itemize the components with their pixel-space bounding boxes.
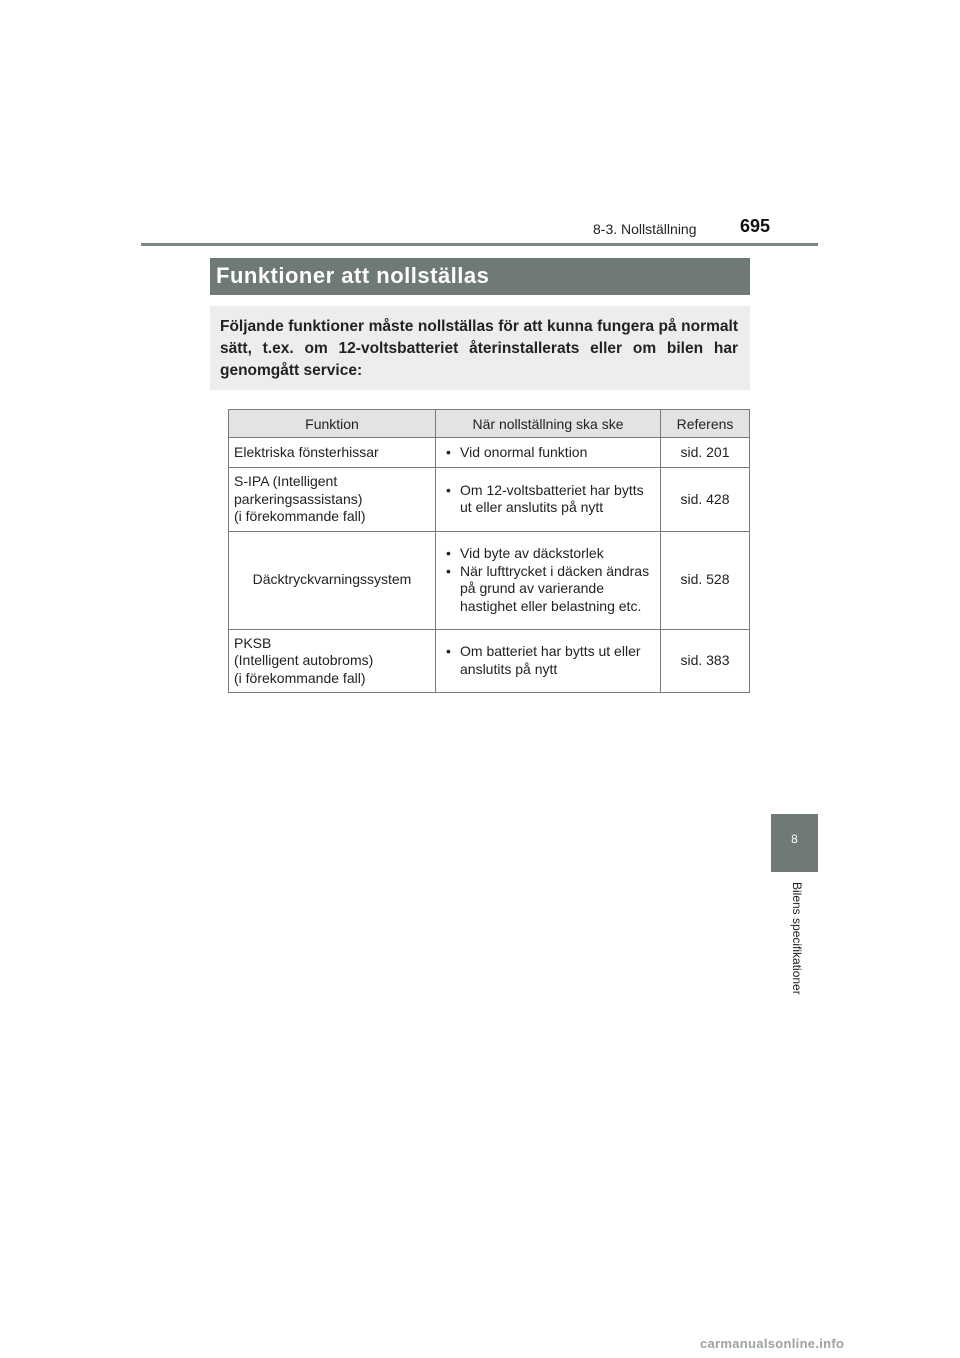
- when-cell: [436, 629, 661, 693]
- condition-item: • Vid onormal funktion: [441, 444, 655, 462]
- function-line: PKSB: [234, 634, 272, 651]
- condition-item: • Om 12-voltsbatteriet har bytts ut eller anslutits på nytt: [441, 482, 655, 517]
- reference-cell: sid. 383: [661, 629, 750, 693]
- page-number: 695: [740, 216, 771, 236]
- function-line: Elektriska fönsterhissar: [234, 443, 379, 460]
- function-line: Däcktryckvarningssystem: [252, 571, 412, 588]
- table-row: [229, 468, 750, 532]
- column-header-when: När nollställning ska ske: [436, 410, 661, 438]
- table-header-row: [229, 410, 750, 438]
- function-line: parkeringsassistans): [234, 490, 363, 507]
- function-line: (Intelligent autobroms): [234, 652, 374, 668]
- intro-text: Följande funktioner måste nollställas för att kunna fungera på normalt sätt, t.ex. om 12-voltsbatteriet återinstallerats eller om bilen har genomgått service:: [210, 306, 750, 390]
- function-cell: [229, 629, 436, 693]
- table-row: [229, 438, 750, 468]
- function-cell: [229, 468, 436, 532]
- column-header-reference: Referens: [661, 410, 750, 438]
- header-divider: [141, 243, 818, 246]
- reference-cell: sid. 428: [661, 468, 750, 532]
- reference-cell: sid. 201: [661, 438, 750, 468]
- watermark: carmanualsonline.info: [700, 1336, 845, 1351]
- condition-item: • Vid byte av däckstorlek: [441, 545, 655, 563]
- when-cell: [436, 438, 661, 468]
- when-cell: [436, 468, 661, 532]
- chapter-label: Bilens specifikationer: [790, 882, 804, 995]
- table-row: [229, 629, 750, 693]
- column-header-function: Funktion: [229, 410, 436, 438]
- chapter-tab: 8: [771, 814, 818, 872]
- when-cell: [436, 531, 661, 629]
- function-cell: [229, 531, 436, 629]
- condition-item: • Om batteriet har bytts ut eller anslutits på nytt: [441, 643, 655, 678]
- page-title: Funktioner att nollställas: [210, 258, 750, 295]
- function-line: S-IPA (Intelligent: [234, 473, 338, 489]
- reset-functions-table: [228, 409, 750, 693]
- function-line: (i förekommande fall): [234, 508, 366, 524]
- function-cell: [229, 438, 436, 468]
- table-row: [229, 531, 750, 629]
- section-title: 8-3. Nollställning: [593, 221, 697, 237]
- reference-cell: sid. 528: [661, 531, 750, 629]
- function-line: (i förekommande fall): [234, 669, 366, 686]
- condition-item: • När lufttrycket i däcken ändras på grund av varierande hastighet eller belastning etc.: [441, 563, 655, 616]
